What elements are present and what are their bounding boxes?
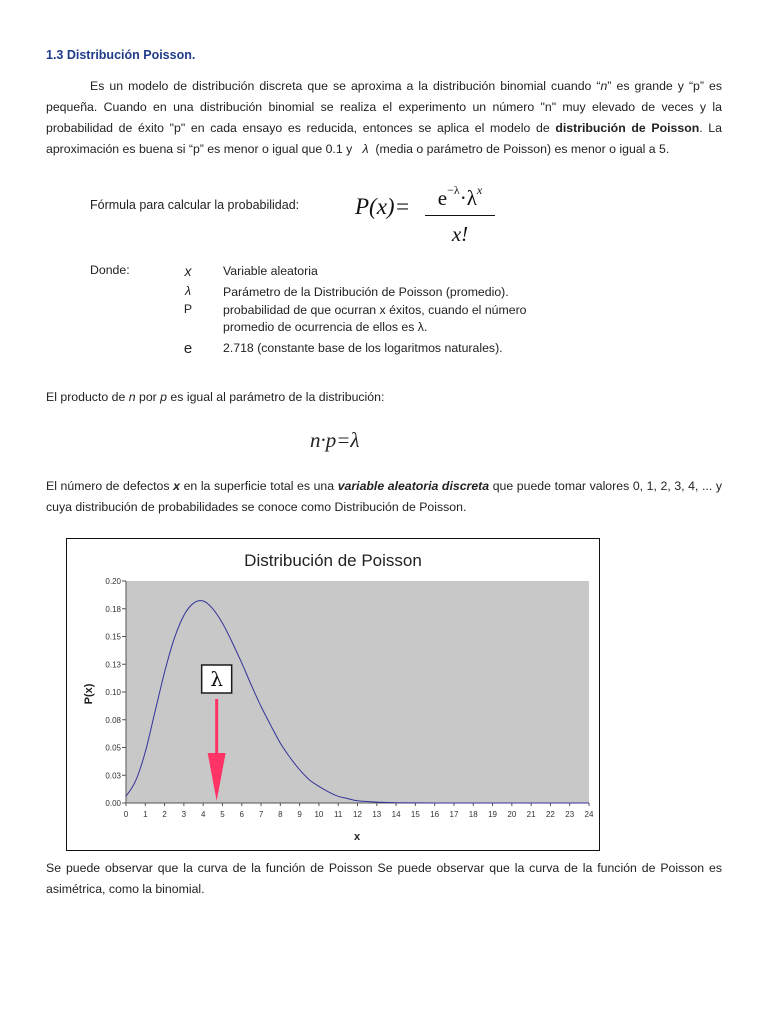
y-tick-label: 0.18	[105, 604, 121, 614]
plot-area	[126, 581, 589, 803]
intro-lambda: λ	[362, 142, 369, 156]
x-tick-label: 7	[258, 810, 264, 819]
intro-text-4: (media o parámetro de Poisson) es menor o igual a 5.	[371, 142, 670, 156]
product-text-3: es igual al parámetro de la distribución:	[167, 390, 385, 404]
np-equation: n·p=λ	[310, 428, 360, 452]
chart-svg	[67, 539, 599, 850]
y-tick-label: 0.10	[105, 688, 121, 697]
x-tick-label: 24	[584, 810, 594, 819]
y-tick-label: 0.13	[105, 660, 121, 670]
x-tick-label: 5	[220, 810, 225, 819]
intro-paragraph	[46, 76, 722, 160]
donde-label: Donde:	[90, 263, 130, 277]
formula-label: Fórmula para calcular la probabilidad:	[90, 198, 300, 212]
x-tick-label: 18	[468, 810, 478, 819]
y-tick-label: 0.08	[105, 715, 121, 725]
def-symbol-e: e	[183, 340, 193, 357]
formula-num-exp: −λ	[447, 183, 460, 197]
x-tick-label: 1	[143, 810, 148, 819]
lambda-box-label: λ	[210, 667, 224, 691]
section-heading: 1.3 Distribución Poisson.	[46, 48, 196, 62]
x-tick-label: 4	[200, 810, 206, 819]
chart-title: Distribución de Poisson	[244, 551, 422, 570]
x-tick-label: 23	[565, 810, 575, 819]
x-tick-label: 17	[449, 810, 459, 819]
x-tick-label: 12	[353, 810, 362, 819]
formula-num-pow: x	[476, 183, 483, 197]
formula-num-mid: ·λ	[459, 186, 477, 210]
fraction-bar	[425, 215, 495, 216]
intro-text-1: Es un modelo de distribución discreta que se aproxima a la distribución binomial cuando “	[90, 79, 601, 93]
x-axis-label: x	[353, 831, 361, 843]
x-tick-label: 13	[372, 810, 382, 819]
x-tick-label: 8	[278, 810, 283, 819]
x-tick-label: 19	[488, 810, 497, 819]
formula-denominator: x!	[451, 222, 469, 246]
defects-bold: variable aleatoria discreta	[337, 479, 490, 493]
x-tick-label: 16	[430, 810, 440, 819]
product-text-1: El producto de	[46, 390, 129, 404]
y-tick-label: 0.15	[105, 632, 121, 642]
def-symbol-lambda: λ	[184, 284, 192, 298]
closing-paragraph: Se puede observar que la curva de la función de Poisson Se puede observar que la curva de la función de Poisson es asimétrica, como la binomial.	[46, 861, 722, 896]
formula-lhs: P(x)=	[355, 194, 411, 219]
formula-num-base: e	[437, 186, 448, 210]
x-tick-label: 3	[181, 810, 187, 819]
def-text-e: 2.718 (constante base de los logaritmos naturales).	[223, 341, 503, 355]
y-tick-label: 0.00	[105, 799, 121, 808]
product-n: n	[128, 390, 136, 404]
y-tick-label: 0.03	[105, 771, 121, 781]
def-symbol-x: x	[184, 263, 192, 279]
product-text-2: por	[135, 390, 161, 404]
x-tick-label: 6	[239, 810, 244, 819]
defects-text-2: en la superficie total es una	[179, 479, 338, 493]
intro-n: n	[600, 79, 608, 93]
x-tick-label: 22	[545, 810, 555, 819]
y-tick-label: 0.05	[105, 743, 121, 753]
x-tick-label: 21	[526, 810, 536, 819]
x-tick-label: 14	[391, 810, 401, 819]
x-tick-label: 0	[123, 810, 129, 819]
y-axis-label: P(x)	[83, 683, 95, 705]
x-tick-label: 2	[162, 810, 167, 819]
x-tick-label: 20	[507, 810, 517, 819]
defects-paragraph	[46, 476, 722, 518]
def-symbol-p: P	[183, 302, 193, 316]
def-text-p-2: promedio de ocurrencia de ellos es λ.	[223, 320, 428, 334]
y-tick-label: 0.20	[105, 577, 121, 586]
defects-text-1: El número de defectos	[46, 479, 174, 493]
product-p: p	[160, 390, 168, 404]
intro-bold: distribución de Poisson	[555, 121, 700, 135]
defects-text-3: que puede tomar valores 0, 1, 2, 3, 4, ... y cuya distribución de probabilidades se conoce como Distribución de Poisson.	[46, 479, 722, 514]
def-text-x: Variable aleatoria	[223, 264, 318, 278]
x-tick-label: 10	[314, 810, 324, 819]
def-text-p: probabilidad de que ocurran x éxitos, cuando el número	[223, 303, 527, 317]
x-tick-label: 9	[297, 810, 302, 819]
intro-text-3: . La aproximación es buena si “p” es menor o igual que 0.1 y	[46, 121, 722, 156]
x-tick-label: 15	[410, 810, 420, 819]
product-paragraph	[46, 387, 722, 408]
poisson-chart	[66, 538, 600, 851]
def-text-lambda: Parámetro de la Distribución de Poisson (promedio).	[223, 285, 509, 299]
defects-x: x	[173, 479, 180, 493]
intro-text-2: ” es grande y “p” es pequeña. Cuando en una distribución binomial se realiza el experimento un número "n" muy elevado de veces y la probabilidad de éxito "p" en cada ensayo es reducida, entonces se aplica el modelo de	[46, 79, 723, 135]
x-tick-label: 11	[334, 810, 343, 819]
